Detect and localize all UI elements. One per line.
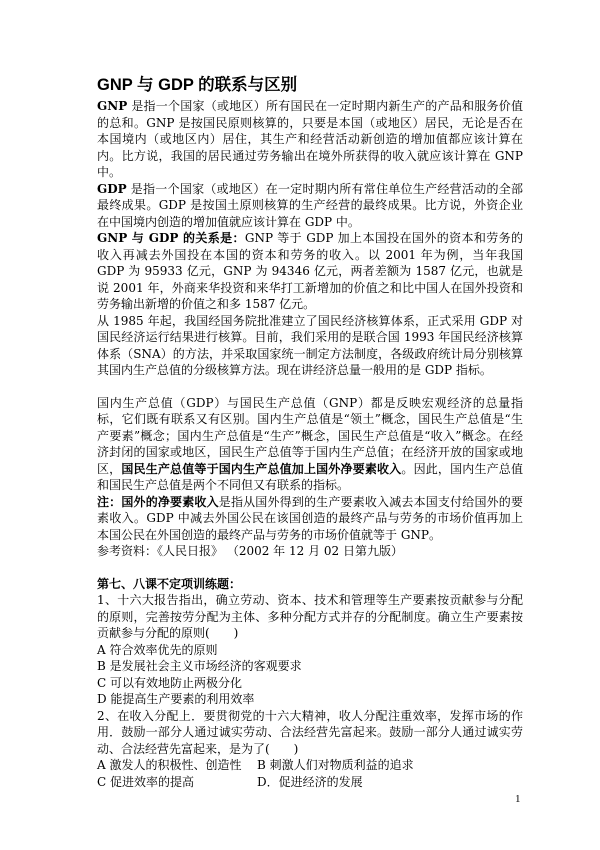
document-body: [97, 74, 523, 790]
question-2-option-b: B 刺激人们对物质利益的追求: [257, 758, 414, 772]
page-number: 1: [515, 793, 521, 805]
relation-text: GNP 等于 GDP 加上本国投在国外的资本和劳务的收入再减去外国投在本国的资本和劳务的收入。以 2001 年为例，当年我国 GDP 为 95933 亿元，GNP 为 94346 亿元，两者差额为 1587 亿元，也就是说 2001 年，外商来华投资和来华打工新增加的价值之和比中国人在国外投资和劳务输出新增的价值之和多 1587 亿元。: [97, 231, 524, 311]
page-title: GNP 与 GDP 的联系与区别: [97, 76, 298, 94]
paragraph-gnp-definition: [97, 98, 523, 181]
paragraph-note: [97, 494, 523, 544]
section-heading: 第七、八课不定项训练题：: [97, 576, 242, 591]
paragraph-comparison: [97, 395, 523, 494]
comparison-text-b: 。因此，国内生产总值和国民生产总值是两个不同但又有联系的指标。: [97, 461, 523, 492]
question-2-option-c: C 促进效率的提高: [97, 774, 194, 789]
question-1-option-a: A 符合效率优先的原则: [97, 642, 218, 657]
question-2-options-row-2: [97, 774, 523, 791]
gdp-definition-text: 是指一个国家（或地区）在一定时期内所有常住单位生产经营活动的全部最终成果。GDP 是按国土原则核算的生产经营的最终成果。比方说，外资企业在中国境内创造的增加值就应该计算在 GDP 中。: [97, 181, 523, 229]
spacer: [97, 379, 523, 395]
spacer: [97, 560, 523, 572]
paragraph-gnp-gdp-relation: [97, 230, 523, 313]
paragraph-accounting-system: 从 1985 年起，我国经国务院批准建立了国民经济核算体系，正式采用 GDP 对国民经济运行结果进行核算。目前，我们采用的是联合国 1993 年国民经济核算体系（SNA）的方法，并采取国家统一制定方法制度，各级政府统计局分别核算其国内生产总值的分级核算方法。现在讲经济总量一般用的是 GDP 指标。: [97, 313, 523, 377]
comparison-text-a: 国内生产总值（GDP）与国民生产总值（GNP）都是反映宏观经济的总量指标，它们既有联系又有区别。国内生产总值是“领土”概念，国民生产总值是“生产要素”概念；国内生产总值是“生产”概念，国民生产总值是“收入”概念。在经济封闭的国家或地区，国民生产总值等于国内生产总值；在经济开放的国家或地区，: [97, 395, 523, 476]
comparison-bold: 国民生产总值等于国内生产总值加上国外净要素收入: [121, 461, 402, 476]
gnp-definition-text: 是指一个国家（或地区）所有国民在一定时期内新生产的产品和服务价值的总和。GNP 是按国民原则核算的，只要是本国（或地区）居民，无论是否在本国境内（或地区内）居住，其生产和经营活动新创造的增加值都应该计算在内。比方说，我国的居民通过劳务输出在境外所获得的收入就应该计算在 GNP 中。: [97, 99, 523, 179]
note-bold: 国外的净要素收入: [121, 494, 219, 509]
note-lead: 注：: [97, 494, 122, 509]
question-1-stem: 1、十六大报告指出，确立劳动、资本、技术和管理等生产要素按贡献参与分配的原则，完善按劳分配为主体、多种分配方式并存的分配制度。确立生产要素按贡献参与分配的原则( ): [97, 593, 523, 640]
question-2-option-a: A 激发人的积极性、创造性: [97, 758, 242, 772]
question-1-option-b: B 是发展社会主义市场经济的客观要求: [97, 659, 302, 673]
question-2-stem: 2、在收入分配上．要贯彻党的十六大精神，收人分配注重效率，发挥市场的作用．鼓励一部分人通过诚实劳动、合法经营先富起来。鼓励一部分人通过诚实劳动、合法经营先富起来，是为了( ): [97, 708, 523, 756]
question-1-option-c: C 可以有效地防止两极分化: [97, 675, 242, 690]
reference-line: 参考资料：《人民日报》 （2002 年 12 月 02 日第九版）: [97, 544, 403, 558]
question-2-options-row-1: [97, 757, 523, 774]
gdp-lead: GDP: [97, 181, 127, 196]
note-text: 是指从国外得到的生产要素收入减去本国支付给国外的要素收入。GDP 中减去外国公民在该国创造的最终产品与劳务的市场价值再加上本国公民在外国创造的最终产品与劳务的市场价值就等于 GNP。: [97, 494, 523, 542]
gnp-lead: GNP: [97, 99, 128, 113]
question-2-option-d: D．促进经济的发展: [257, 774, 363, 789]
paragraph-gdp-definition: [97, 181, 523, 231]
question-1-option-d: D 能提高生产要素的利用效率: [97, 692, 255, 706]
relation-lead: GNP 与 GDP 的关系是：: [97, 231, 245, 245]
